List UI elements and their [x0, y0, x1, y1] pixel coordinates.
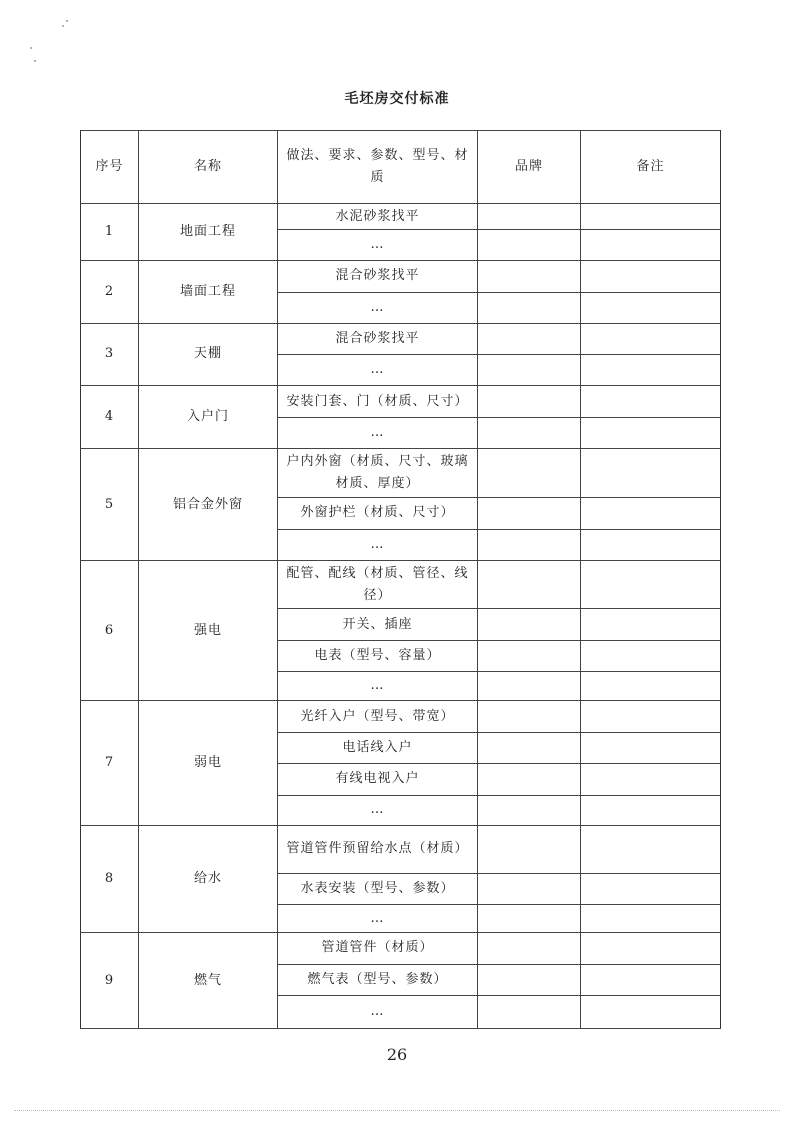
header-method: 做法、要求、参数、型号、材质 [278, 131, 478, 204]
row-name: 强电 [139, 561, 278, 701]
row-name: 给水 [139, 825, 278, 933]
row-name: 入户门 [139, 386, 278, 449]
table-row [81, 561, 721, 609]
row-brand [478, 873, 581, 904]
table-row [81, 386, 721, 418]
row-index: 7 [81, 700, 139, 825]
row-note [581, 905, 721, 933]
row-note [581, 497, 721, 529]
row-method: … [278, 418, 478, 449]
row-brand [478, 795, 581, 825]
row-note [581, 640, 721, 671]
row-index: 9 [81, 933, 139, 1029]
header-note: 备注 [581, 131, 721, 204]
row-brand [478, 671, 581, 700]
row-method: … [278, 671, 478, 700]
row-index: 3 [81, 323, 139, 385]
row-brand [478, 995, 581, 1028]
delivery-standard-table [80, 130, 721, 1029]
row-note [581, 449, 721, 497]
header-name: 名称 [139, 131, 278, 204]
row-brand [478, 609, 581, 640]
row-method: 混合砂浆找平 [278, 261, 478, 292]
row-note [581, 561, 721, 609]
document-title: 毛坯房交付标准 [344, 91, 450, 107]
scan-bottom-rule [14, 1110, 780, 1111]
scan-speck [34, 60, 36, 62]
row-method: 配管、配线（材质、管径、线径） [278, 561, 478, 609]
page-number: 26 [386, 1045, 408, 1064]
row-method: 混合砂浆找平 [278, 323, 478, 354]
row-index: 8 [81, 825, 139, 933]
row-brand [478, 230, 581, 261]
row-method: 管道管件预留给水点（材质） [278, 825, 478, 873]
row-note [581, 261, 721, 292]
row-brand [478, 561, 581, 609]
row-method: … [278, 529, 478, 560]
row-method: 户内外窗（材质、尺寸、玻璃材质、厚度） [278, 449, 478, 497]
row-method: … [278, 230, 478, 261]
row-name: 铝合金外窗 [139, 449, 278, 561]
row-brand [478, 261, 581, 292]
row-brand [478, 323, 581, 354]
row-method: … [278, 995, 478, 1028]
row-note [581, 609, 721, 640]
row-name: 地面工程 [139, 204, 278, 261]
row-index: 1 [81, 204, 139, 261]
scan-speck [30, 47, 32, 49]
row-method: 外窗护栏（材质、尺寸） [278, 497, 478, 529]
row-brand [478, 964, 581, 995]
row-method: 电表（型号、容量） [278, 640, 478, 671]
row-method: 有线电视入户 [278, 764, 478, 795]
row-note [581, 873, 721, 904]
row-brand [478, 354, 581, 385]
row-brand [478, 204, 581, 230]
row-brand [478, 292, 581, 323]
row-brand [478, 733, 581, 764]
row-method: … [278, 292, 478, 323]
row-note [581, 795, 721, 825]
row-brand [478, 386, 581, 418]
row-name: 天棚 [139, 323, 278, 385]
row-method: … [278, 905, 478, 933]
row-note [581, 354, 721, 385]
row-note [581, 995, 721, 1028]
row-brand [478, 700, 581, 732]
table-row [81, 825, 721, 873]
row-note [581, 386, 721, 418]
row-name: 燃气 [139, 933, 278, 1029]
row-method: … [278, 354, 478, 385]
row-note [581, 933, 721, 964]
row-brand [478, 529, 581, 560]
row-note [581, 733, 721, 764]
row-brand [478, 497, 581, 529]
table-row [81, 261, 721, 292]
row-note [581, 323, 721, 354]
row-name: 墙面工程 [139, 261, 278, 323]
row-note [581, 671, 721, 700]
row-method: 水泥砂浆找平 [278, 204, 478, 230]
row-method: … [278, 795, 478, 825]
row-note [581, 529, 721, 560]
row-index: 4 [81, 386, 139, 449]
table-header-row [81, 131, 721, 204]
table-row [81, 933, 721, 964]
row-brand [478, 640, 581, 671]
row-brand [478, 764, 581, 795]
row-note [581, 964, 721, 995]
table-row [81, 449, 721, 497]
row-note [581, 204, 721, 230]
row-brand [478, 825, 581, 873]
scan-speck [66, 20, 68, 22]
row-method: 水表安装（型号、参数） [278, 873, 478, 904]
table-row [81, 204, 721, 230]
row-index: 2 [81, 261, 139, 323]
row-method: 管道管件（材质） [278, 933, 478, 964]
scan-speck [62, 25, 64, 27]
row-note [581, 230, 721, 261]
row-note [581, 700, 721, 732]
header-brand: 品牌 [478, 131, 581, 204]
row-brand [478, 418, 581, 449]
row-method: 燃气表（型号、参数） [278, 964, 478, 995]
row-note [581, 292, 721, 323]
row-method: 安装门套、门（材质、尺寸） [278, 386, 478, 418]
row-method: 光纤入户（型号、带宽） [278, 700, 478, 732]
row-note [581, 418, 721, 449]
table-row [81, 323, 721, 354]
row-method: 开关、插座 [278, 609, 478, 640]
row-method: 电话线入户 [278, 733, 478, 764]
header-index: 序号 [81, 131, 139, 204]
row-note [581, 825, 721, 873]
row-index: 6 [81, 561, 139, 701]
row-brand [478, 933, 581, 964]
table-row [81, 700, 721, 732]
row-index: 5 [81, 449, 139, 561]
row-name: 弱电 [139, 700, 278, 825]
row-note [581, 764, 721, 795]
row-brand [478, 905, 581, 933]
row-brand [478, 449, 581, 497]
